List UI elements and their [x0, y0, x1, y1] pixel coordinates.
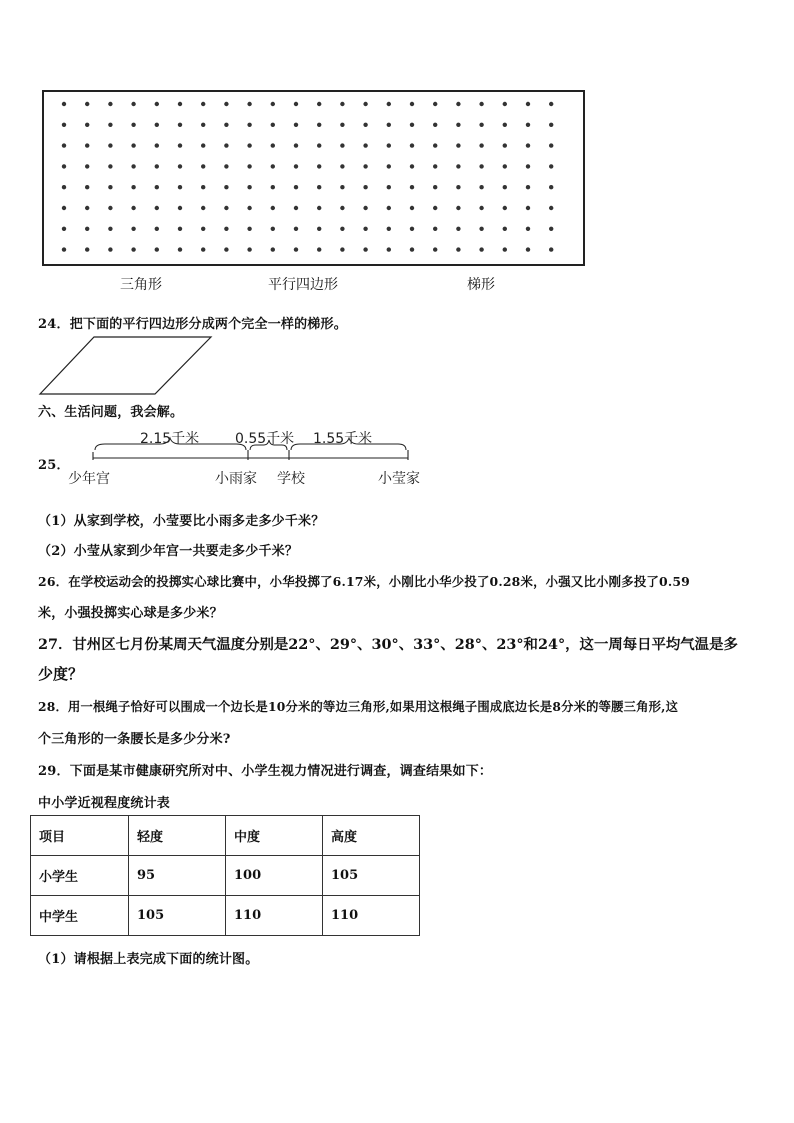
grid-dot	[479, 227, 483, 231]
grid-dot	[433, 143, 437, 147]
place-shaoniangong: 少年宫	[68, 471, 110, 487]
table-title: 中小学近视程度统计表	[38, 796, 171, 811]
grid-dot	[456, 227, 460, 231]
grid-dot	[340, 123, 344, 127]
grid-dot	[131, 227, 135, 231]
grid-dot	[155, 206, 159, 210]
grid-dot	[178, 123, 182, 127]
grid-dot	[340, 227, 344, 231]
grid-dot	[340, 102, 344, 106]
grid-dot	[271, 123, 275, 127]
grid-dot	[201, 227, 205, 231]
place-xiaoying-home: 小莹家	[378, 471, 420, 487]
question-26-line2: 米，小强投掷实心球是多少米？	[38, 606, 223, 621]
dot-grid-svg	[44, 92, 583, 264]
grid-dot	[317, 143, 321, 147]
grid-dot	[224, 185, 228, 189]
grid-dot	[108, 143, 112, 147]
grid-dot	[108, 164, 112, 168]
grid-dot	[294, 123, 298, 127]
question-25-sub2: （2）小莹从家到少年宫一共要走多少千米？	[38, 544, 299, 559]
grid-dot	[526, 227, 530, 231]
grid-dot	[433, 185, 437, 189]
grid-dot	[178, 102, 182, 106]
table-header-row	[31, 816, 420, 856]
grid-dot	[178, 206, 182, 210]
grid-dot	[503, 123, 507, 127]
grid-dot	[363, 206, 367, 210]
grid-dot	[224, 164, 228, 168]
grid-dot	[85, 102, 89, 106]
question-28-line1: 28．用一根绳子恰好可以围成一个边长是10分米的等边三角形,如果用这根绳子围成底边长是8分米的等腰三角形,这	[38, 699, 679, 714]
grid-dot	[131, 102, 135, 106]
grid-dot	[410, 102, 414, 106]
grid-dot	[503, 164, 507, 168]
parallelogram-figure	[38, 336, 214, 396]
grid-dot	[549, 143, 553, 147]
grid-dot	[363, 227, 367, 231]
grid-dot	[503, 206, 507, 210]
question-24: 24．把下面的平行四边形分成两个完全一样的梯形。	[38, 317, 347, 332]
grid-dot	[201, 143, 205, 147]
grid-dot	[271, 227, 275, 231]
grid-dot	[85, 247, 89, 251]
grid-dot	[178, 247, 182, 251]
grid-dot	[294, 206, 298, 210]
grid-dot	[247, 247, 251, 251]
table-cell: 小学生	[31, 856, 129, 896]
grid-dot	[155, 227, 159, 231]
grid-dot	[456, 102, 460, 106]
table-cell: 95	[129, 856, 226, 896]
grid-dot	[62, 143, 66, 147]
grid-dot	[549, 185, 553, 189]
grid-dot	[479, 185, 483, 189]
grid-dot	[155, 247, 159, 251]
grid-dot	[247, 164, 251, 168]
grid-dot	[526, 102, 530, 106]
distance-label-1: 2.15千米	[140, 431, 200, 447]
grid-dot	[247, 102, 251, 106]
grid-dot	[294, 227, 298, 231]
grid-dot	[526, 143, 530, 147]
grid-dot	[479, 123, 483, 127]
question-29-sub1: （1）请根据上表完成下面的统计图。	[38, 952, 259, 967]
vision-table	[30, 815, 420, 936]
grid-dot	[178, 227, 182, 231]
grid-dot	[62, 102, 66, 106]
table-header-cell: 项目	[31, 816, 129, 856]
grid-dot	[433, 123, 437, 127]
grid-dot	[433, 164, 437, 168]
grid-dot	[294, 185, 298, 189]
grid-dot	[340, 247, 344, 251]
table-cell: 105	[129, 896, 226, 936]
grid-dot	[410, 247, 414, 251]
table-row	[31, 896, 420, 936]
table-cell: 110	[226, 896, 323, 936]
grid-dot	[178, 164, 182, 168]
grid-dot	[108, 206, 112, 210]
grid-dot	[224, 143, 228, 147]
grid-dot	[224, 227, 228, 231]
grid-dot	[201, 123, 205, 127]
grid-dot	[526, 164, 530, 168]
label-parallelogram: 平行四边形	[268, 277, 338, 293]
grid-dot	[62, 185, 66, 189]
grid-dot	[410, 123, 414, 127]
question-26-line1: 26．在学校运动会的投掷实心球比赛中，小华投掷了6.17米，小刚比小华少投了0.28米，小强又比小刚多投了0.59	[38, 574, 690, 589]
grid-dot	[433, 102, 437, 106]
grid-dot	[224, 123, 228, 127]
grid-dot	[363, 143, 367, 147]
grid-dot	[317, 227, 321, 231]
grid-dot	[317, 102, 321, 106]
distance-label-3: 1.55千米	[313, 431, 373, 447]
grid-dot	[62, 164, 66, 168]
place-xiaoyu-home: 小雨家	[215, 471, 257, 487]
section-6-title: 六、生活问题，我会解。	[38, 405, 184, 420]
grid-dot	[387, 206, 391, 210]
grid-dot	[340, 185, 344, 189]
grid-dot	[479, 206, 483, 210]
grid-dot	[271, 247, 275, 251]
grid-dot	[526, 206, 530, 210]
grid-dot	[85, 185, 89, 189]
question-27-line1: 27．甘州区七月份某周天气温度分别是22°、29°、30°、33°、28°、23°和24°，这一周每日平均气温是多	[38, 636, 738, 653]
question-27-line2: 少度？	[38, 665, 84, 683]
grid-dot	[387, 185, 391, 189]
grid-dot	[131, 123, 135, 127]
grid-dot	[62, 227, 66, 231]
grid-dot	[549, 123, 553, 127]
grid-dot	[85, 123, 89, 127]
grid-dot	[340, 143, 344, 147]
grid-dot	[317, 206, 321, 210]
grid-dot	[85, 164, 89, 168]
grid-dot	[247, 123, 251, 127]
grid-dot	[271, 102, 275, 106]
grid-dot	[503, 185, 507, 189]
grid-dot	[549, 164, 553, 168]
grid-dot	[294, 247, 298, 251]
grid-dot	[433, 227, 437, 231]
table-cell: 110	[323, 896, 420, 936]
table-row	[31, 856, 420, 896]
grid-dot	[317, 164, 321, 168]
grid-dot	[503, 102, 507, 106]
grid-dot	[131, 164, 135, 168]
grid-dot	[108, 227, 112, 231]
grid-dot	[387, 143, 391, 147]
label-triangle: 三角形	[120, 277, 162, 293]
grid-dot	[549, 206, 553, 210]
grid-dot	[62, 247, 66, 251]
grid-dot	[247, 206, 251, 210]
grid-dot	[155, 143, 159, 147]
table-cell: 100	[226, 856, 323, 896]
grid-dot	[224, 206, 228, 210]
grid-dot	[456, 206, 460, 210]
dot-grid-paper	[42, 90, 585, 266]
table-header-cell: 高度	[323, 816, 420, 856]
grid-dot	[294, 143, 298, 147]
grid-dot	[479, 143, 483, 147]
table-header-cell: 中度	[226, 816, 323, 856]
grid-dot	[526, 123, 530, 127]
distance-label-2: 0.55千米	[235, 431, 295, 447]
grid-dot	[85, 143, 89, 147]
grid-dot	[317, 123, 321, 127]
grid-dot	[410, 164, 414, 168]
grid-dot	[271, 143, 275, 147]
grid-dot	[224, 102, 228, 106]
grid-dot	[294, 102, 298, 106]
grid-dot	[387, 123, 391, 127]
grid-dot	[155, 102, 159, 106]
table-header-cell: 轻度	[129, 816, 226, 856]
grid-dot	[456, 143, 460, 147]
grid-dot	[178, 143, 182, 147]
question-25-sub1: （1）从家到学校，小莹要比小雨多走多少千米？	[38, 514, 325, 529]
grid-dot	[549, 247, 553, 251]
grid-dot	[479, 164, 483, 168]
grid-dot	[387, 102, 391, 106]
table-cell: 105	[323, 856, 420, 896]
grid-dot	[387, 164, 391, 168]
grid-dot	[340, 164, 344, 168]
grid-dot	[108, 102, 112, 106]
grid-dot	[317, 185, 321, 189]
grid-dot	[410, 206, 414, 210]
question-28-line2: 个三角形的一条腰长是多少分米?	[38, 732, 231, 747]
question-25-number: 25．	[38, 458, 70, 473]
grid-dot	[201, 102, 205, 106]
grid-dot	[410, 185, 414, 189]
grid-dot	[131, 143, 135, 147]
question-29: 29．下面是某市健康研究所对中、小学生视力情况进行调查，调查结果如下：	[38, 764, 493, 779]
grid-dot	[294, 164, 298, 168]
label-trapezoid: 梯形	[467, 277, 495, 293]
grid-dot	[108, 247, 112, 251]
grid-dot	[85, 227, 89, 231]
grid-dot	[456, 247, 460, 251]
grid-dot	[85, 206, 89, 210]
grid-dot	[155, 164, 159, 168]
grid-dot	[479, 102, 483, 106]
grid-dot	[433, 206, 437, 210]
grid-dot	[201, 185, 205, 189]
grid-dot	[108, 185, 112, 189]
grid-dot	[479, 247, 483, 251]
grid-dot	[178, 185, 182, 189]
grid-dot	[363, 247, 367, 251]
grid-dot	[247, 185, 251, 189]
grid-dot	[131, 206, 135, 210]
grid-dot	[201, 247, 205, 251]
grid-dot	[549, 102, 553, 106]
grid-dot	[503, 143, 507, 147]
grid-dot	[201, 206, 205, 210]
grid-dot	[247, 143, 251, 147]
grid-dot	[271, 185, 275, 189]
grid-dot	[456, 123, 460, 127]
grid-dot	[363, 164, 367, 168]
grid-dot	[224, 247, 228, 251]
grid-dot	[62, 123, 66, 127]
grid-dot	[271, 206, 275, 210]
grid-dot	[549, 227, 553, 231]
grid-dot	[526, 247, 530, 251]
grid-dot	[363, 185, 367, 189]
grid-dot	[387, 227, 391, 231]
place-school: 学校	[277, 471, 305, 487]
grid-dot	[363, 102, 367, 106]
grid-dot	[317, 247, 321, 251]
grid-dot	[271, 164, 275, 168]
grid-dot	[340, 206, 344, 210]
table-cell: 中学生	[31, 896, 129, 936]
grid-dot	[433, 247, 437, 251]
grid-dot	[363, 123, 367, 127]
grid-dot	[108, 123, 112, 127]
grid-dot	[131, 185, 135, 189]
grid-dot	[456, 185, 460, 189]
grid-dot	[526, 185, 530, 189]
grid-dot	[155, 123, 159, 127]
grid-dot	[410, 227, 414, 231]
grid-dot	[387, 247, 391, 251]
grid-dot	[247, 227, 251, 231]
grid-dot	[62, 206, 66, 210]
grid-dot	[503, 247, 507, 251]
grid-dot	[201, 164, 205, 168]
grid-dot	[410, 143, 414, 147]
grid-dot	[131, 247, 135, 251]
grid-dot	[503, 227, 507, 231]
grid-dot	[155, 185, 159, 189]
grid-dot	[456, 164, 460, 168]
